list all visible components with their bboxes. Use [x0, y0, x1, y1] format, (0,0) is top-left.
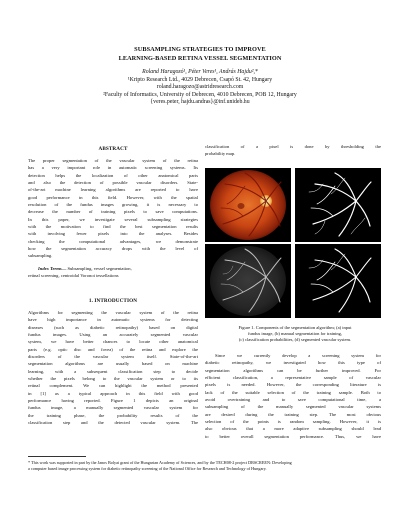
- text-line: lack of the suitable selection of the training sample. Both to: [205, 389, 381, 395]
- caption-line-2: fundus image, (b) manual segmentation for training,: [248, 331, 342, 337]
- text-line: of-the-art machine learning algorithms are reported to have: [28, 187, 198, 193]
- caption-line-3: (c) classification probabilities, (d) segmented vascular system.: [238, 337, 352, 343]
- text-line: system, we have better chances to locate other anatomical: [28, 339, 198, 345]
- text-line: performance having reported. Figure 1 depicts an original: [28, 398, 198, 404]
- abstract-body: [28, 157, 198, 260]
- text-line: the training phase, the probability results of the: [28, 412, 198, 418]
- figure-1: [205, 168, 381, 318]
- abstract-heading: ABSTRACT: [98, 146, 128, 152]
- text-line: subsampling of the manually segmented vascular systems: [205, 404, 381, 410]
- text-line: selection of the points is random sampling. However, it is: [205, 419, 381, 425]
- text-line: has a very important role in automatic screening systems. Its: [28, 165, 198, 171]
- affiliation-2: ²Faculty of Informatics, University of Debrecen, 4010 Debrecen, POB 12, Hungary: [103, 91, 297, 98]
- text-line: have high importance in automatic systems for detecting: [28, 317, 198, 323]
- text-line: classification step and the detected vascular system. The: [28, 420, 198, 426]
- panel-d-segmented-vascular-system: [295, 244, 381, 318]
- text-line: segmentation algorithms can be further improved. For: [205, 367, 381, 373]
- index-terms-line-1: Index Terms— Subsampling, vessel segmentation,: [38, 266, 132, 271]
- author-names: Roland Haragozó¹, Péter Veres¹, András Hajdu²,*: [142, 69, 258, 75]
- text-line: are desired during the training step. The most obvious: [205, 411, 381, 417]
- text-line: in [1] as a typical approach in this field with good: [28, 390, 198, 396]
- text-line: pixels is needed. However, the corresponding literature is: [205, 382, 381, 388]
- text-line: subsampling.: [28, 253, 53, 259]
- caption-line-1: Figure 1. Components of the segmentation algorithm; (a) input: [238, 325, 352, 330]
- footnote-rule: [28, 456, 86, 457]
- text-line: segmentation algorithms are usually based on machine: [28, 361, 198, 367]
- text-line: how the segmentation accuracy drops with the level of: [28, 246, 198, 252]
- text-line: to better overall segmentation performance. Thus, we have: [205, 433, 381, 439]
- author-block: [0, 69, 400, 107]
- text-line: classification of a pixel is done by thresholding the: [205, 144, 381, 149]
- text-line: also obvious that a more adaptive subsampling should lead: [205, 426, 381, 432]
- text-line: whether the pixels belong to the vascular system or to its: [28, 376, 198, 382]
- text-line: avoid overtraining and to save computational time, a: [205, 397, 381, 403]
- text-line: diabetic retinopathy, we investigated how this type of: [205, 360, 381, 366]
- text-line: checking the computational advantages, we demonstrate: [28, 238, 198, 244]
- text-line: resolution of the fundus images growing, it is necessary to: [28, 202, 198, 208]
- text-line: decrease the number of training pixels to save computations.: [28, 209, 198, 215]
- title-line-2: LEARNING-BASED RETINA VESSEL SEGMENTATION: [118, 55, 282, 62]
- title-line-1: SUBSAMPLING STRATEGIES TO IMPROVE: [134, 46, 266, 53]
- text-line: fundus image, a manually segmented vascular system for: [28, 405, 198, 411]
- text-line: efficient classification, a representative sample of vascular: [205, 375, 381, 381]
- index-terms-line-2: retinal screening, centroidal Voronoi tessellations: [28, 273, 119, 279]
- email-1: roland.haragozo@astridresearch.com: [156, 84, 244, 91]
- text-line: probability map.: [205, 151, 236, 157]
- text-line: with the motivation to find the best segmentation results: [28, 224, 198, 230]
- index-terms-label: Index Terms—: [38, 266, 67, 271]
- text-line: retinal complement. We can highlight the method presented: [28, 383, 198, 389]
- text-line: disorders of the vascular system itself. State-of-the-art: [28, 354, 198, 360]
- text-line: The proper segmentation of the vascular system of the retina: [28, 158, 198, 163]
- footnote-line-1: * This work was supported in part by the Janos Bolyai grant of the Hungarian Academy of Sciences, and by the TECH08-2 project DRSCREEN: Developing: [28, 460, 292, 465]
- text-line: with involving fewer pixels into the analyses. Besides: [28, 231, 198, 237]
- intro-heading: 1. INTRODUCTION: [88, 298, 138, 304]
- text-line: learning, with a subsequent classification step to decide: [28, 368, 198, 374]
- right-body-text: [205, 352, 381, 440]
- intro-body: [28, 309, 198, 427]
- figure-1-caption: [205, 325, 385, 343]
- text-line: detection helps the localization of other anatomical parts: [28, 172, 198, 178]
- right-top-text: [205, 143, 381, 158]
- footnote: [28, 460, 380, 472]
- panel-a-fundus-image: [205, 168, 291, 242]
- text-line: Since we currently develop a screening system for: [215, 353, 381, 358]
- text-line: diseases (such as diabetic retinopathy) based on digital: [28, 324, 198, 330]
- affiliation-1: ¹Kripto Research Ltd., 4029 Debrecen, Csapó St. 42, Hungary: [127, 76, 273, 83]
- text-line: Algorithms for segmenting the vascular system of the retina: [28, 310, 198, 315]
- panel-b-manual-segmentation: [295, 168, 381, 242]
- index-terms: [28, 265, 198, 280]
- text-line: good performance in this field. However, with the spatial: [28, 194, 198, 200]
- panel-c-classification-probabilities: [205, 244, 291, 318]
- text-line: and also the detection of possible vascular disorders. State-: [28, 180, 198, 186]
- text-line: fundus images. Using an accurately segmented vascular: [28, 332, 198, 338]
- footnote-line-2: a computer based image processing system for diabetic retinopathy screening of the National Office for Research and Technology of Hungary.: [28, 465, 267, 471]
- text-line: In this paper, we investigate several subsampling strategies: [28, 216, 198, 222]
- paper-title: [0, 45, 400, 63]
- text-line: parts (e.g. optic disc and fovea) of the retina and explore the: [28, 346, 198, 352]
- figure-1-panels: [205, 168, 381, 318]
- email-2: {veres.peter, hajdu.andras}@inf.unideb.hu: [150, 99, 250, 106]
